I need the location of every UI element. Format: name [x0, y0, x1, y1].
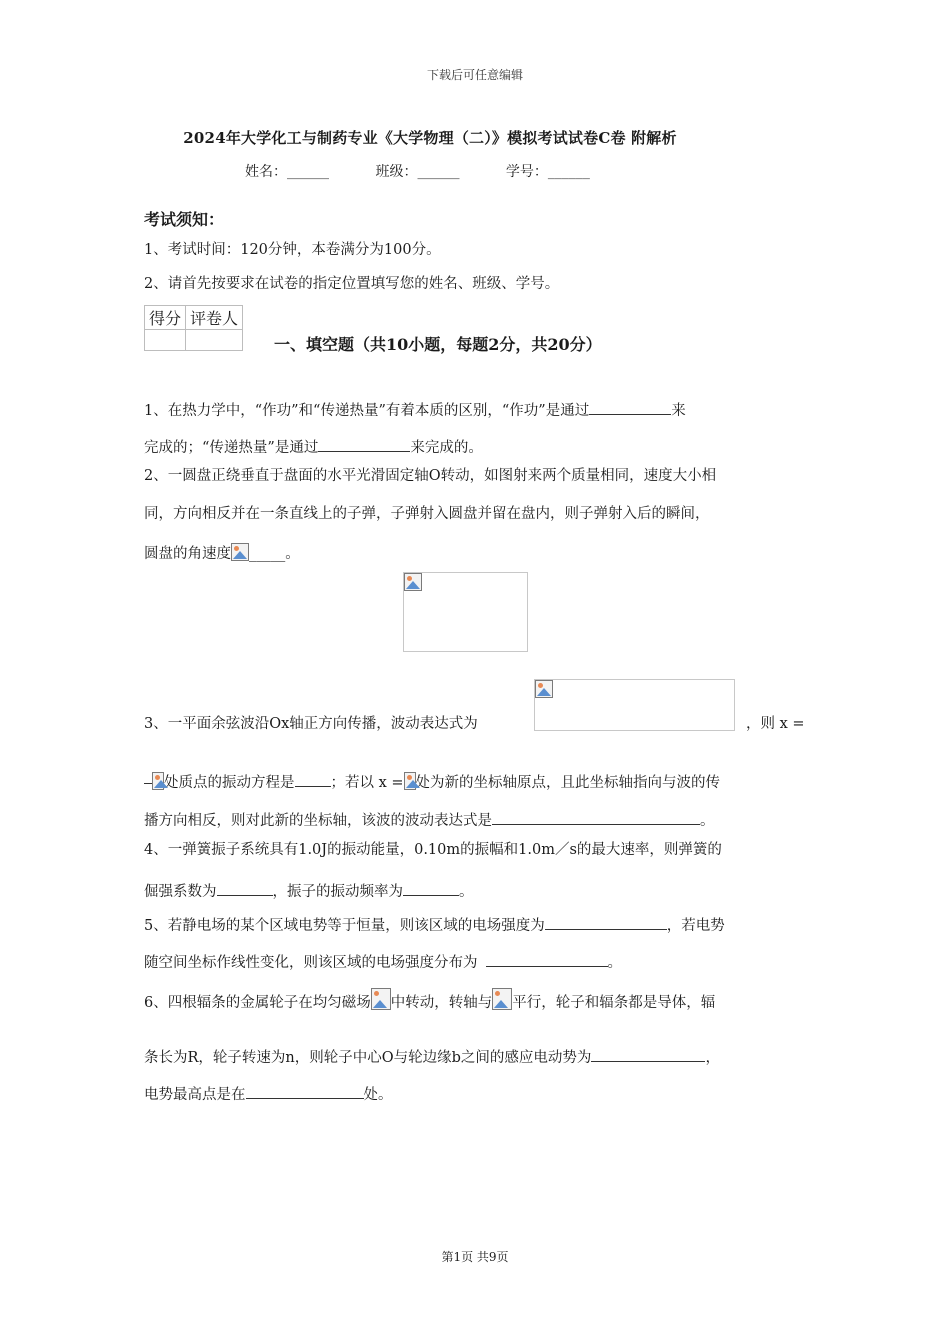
class-field-label: 班级：______: [375, 164, 460, 180]
question-2-line-3: [144, 543, 300, 562]
q5-blank-2: [486, 951, 608, 967]
question-2-line-1: 2、一圆盘正绕垂直于盘面的水平光滑固定轴O转动，如图射来两个质量相同，速度大小相: [144, 468, 717, 484]
q4-blank-1: [217, 880, 273, 896]
student-id-field-label: 学号：______: [505, 164, 590, 180]
q1-text-2: 完成的；“传递热量”是通过: [144, 440, 319, 457]
fraction-bar: [144, 783, 152, 784]
q6-text-3: 电势最高点是在: [144, 1087, 246, 1104]
q6-text-2: 条长为R，轮子转速为n，则轮子中心O与轮边缘b之间的感应电动势为: [144, 1050, 592, 1067]
section-title: 一、填空题（共10小题，每题2分，共20分）: [274, 335, 602, 354]
q5-text-1: 5、若静电场的某个区域电势等于恒量，则该区域的电场强度为: [144, 918, 545, 935]
q3-blank-2: [492, 809, 700, 825]
figure-placeholder: [403, 572, 528, 652]
question-2-line-2: 同，方向相反并在一条直线上的子弹，子弹射入圆盘并留在盘内，则子弹射入后的瞬间，: [144, 506, 710, 522]
q4-text-2-end: 。: [459, 884, 474, 901]
score-cell: [145, 330, 186, 351]
broken-image-icon: [152, 772, 164, 790]
question-5-line-1: [144, 914, 725, 934]
q6-text-3-end: 处。: [363, 1087, 393, 1104]
q5-blank-1: [545, 914, 667, 930]
q5-text-2: 随空间坐标作线性变化，则该区域的电场强度分布为: [144, 955, 478, 972]
q1-blank-2: [318, 436, 410, 452]
broken-image-icon: [231, 543, 249, 561]
broken-image-icon: [371, 988, 391, 1010]
q3-text-2c: 处为新的坐标轴原点，且此坐标轴指向与波的传: [415, 775, 721, 792]
q1-text: 1、在热力学中，“作功”和“传递热量”有着本质的区别，“作功”是通过: [144, 403, 590, 420]
q5-text-2-end: 。: [607, 955, 622, 972]
q6-text-1c: 平行，轮子和辐条都是导体，辐: [512, 995, 716, 1011]
q6-text-1a: 6、四根辐条的金属轮子在均匀磁场: [144, 995, 371, 1011]
question-4-line-1: 4、一弹簧振子系统具有1.0J的振动能量，0.10m的振幅和1.0m／s的最大速率，则弹簧的: [144, 842, 722, 858]
q4-text-2b: ，振子的振动频率为: [272, 884, 403, 901]
q1-blank-1: [589, 399, 671, 415]
notice-heading: 考试须知：: [144, 210, 225, 229]
wave-equation-image: [534, 679, 735, 731]
grader-header: 评卷人: [186, 306, 243, 330]
q6-text-1b: 中转动，转轴与: [390, 995, 493, 1011]
q4-blank-2: [403, 880, 459, 896]
broken-image-icon: [535, 680, 553, 698]
question-6-line-1: [144, 988, 715, 1011]
q6-text-2-end: ，: [705, 1050, 720, 1067]
question-3-line-3: [144, 809, 715, 829]
notice-item-1: 1、考试时间：120分钟，本卷满分为100分。: [144, 242, 441, 258]
q2-text-3-end: _____。: [249, 546, 300, 562]
q6-blank-2: [246, 1083, 364, 1099]
broken-image-icon: [404, 573, 422, 591]
question-1-line-2: [144, 436, 483, 456]
q3-blank-1: [295, 771, 331, 787]
q1-text-2-end: 来完成的。: [410, 440, 483, 457]
name-field-label: 姓名：______: [245, 164, 329, 180]
document-title: 2024年大学化工与制药专业《大学物理（二）》模拟考试试卷C卷 附解析: [183, 129, 677, 147]
score-header: 得分: [145, 306, 186, 330]
grader-cell: [186, 330, 243, 351]
notice-item-2: 2、请首先按要求在试卷的指定位置填写您的姓名、班级、学号。: [144, 276, 560, 292]
q5-text-1-end: ，若电势: [666, 918, 725, 935]
q4-text-2a: 倔强系数为: [144, 884, 217, 901]
q6-blank-1: [591, 1046, 705, 1062]
question-5-line-2: [144, 951, 622, 971]
q3-text-2b: ；若以 x =: [330, 775, 404, 792]
question-1-line-1: [144, 399, 686, 419]
broken-image-icon: [492, 988, 512, 1010]
score-table: [144, 305, 243, 351]
broken-image-icon: [404, 772, 416, 790]
q3-text-3-end: 。: [700, 813, 715, 830]
q1-text-end: 来: [671, 403, 686, 420]
student-info-line: [245, 161, 590, 181]
question-3-line-1-end: ，则 x =: [746, 716, 805, 732]
question-3-line-1: 3、一平面余弦波沿Ox轴正方向传播，波动表达式为: [144, 716, 478, 732]
q2-text-3: 圆盘的角速度: [144, 546, 231, 562]
header-note: 下载后可任意编辑: [426, 68, 523, 82]
page-footer: 第1页 共9页: [441, 1250, 509, 1264]
q3-text-3: 播方向相反，则对此新的坐标轴，该波的波动表达式是: [144, 813, 492, 830]
question-4-line-2: [144, 880, 474, 900]
question-3-line-2: [144, 771, 720, 791]
question-6-line-3: [144, 1083, 393, 1103]
question-6-line-2: [144, 1046, 720, 1066]
q3-text-2a: 处质点的振动方程是: [164, 775, 295, 792]
